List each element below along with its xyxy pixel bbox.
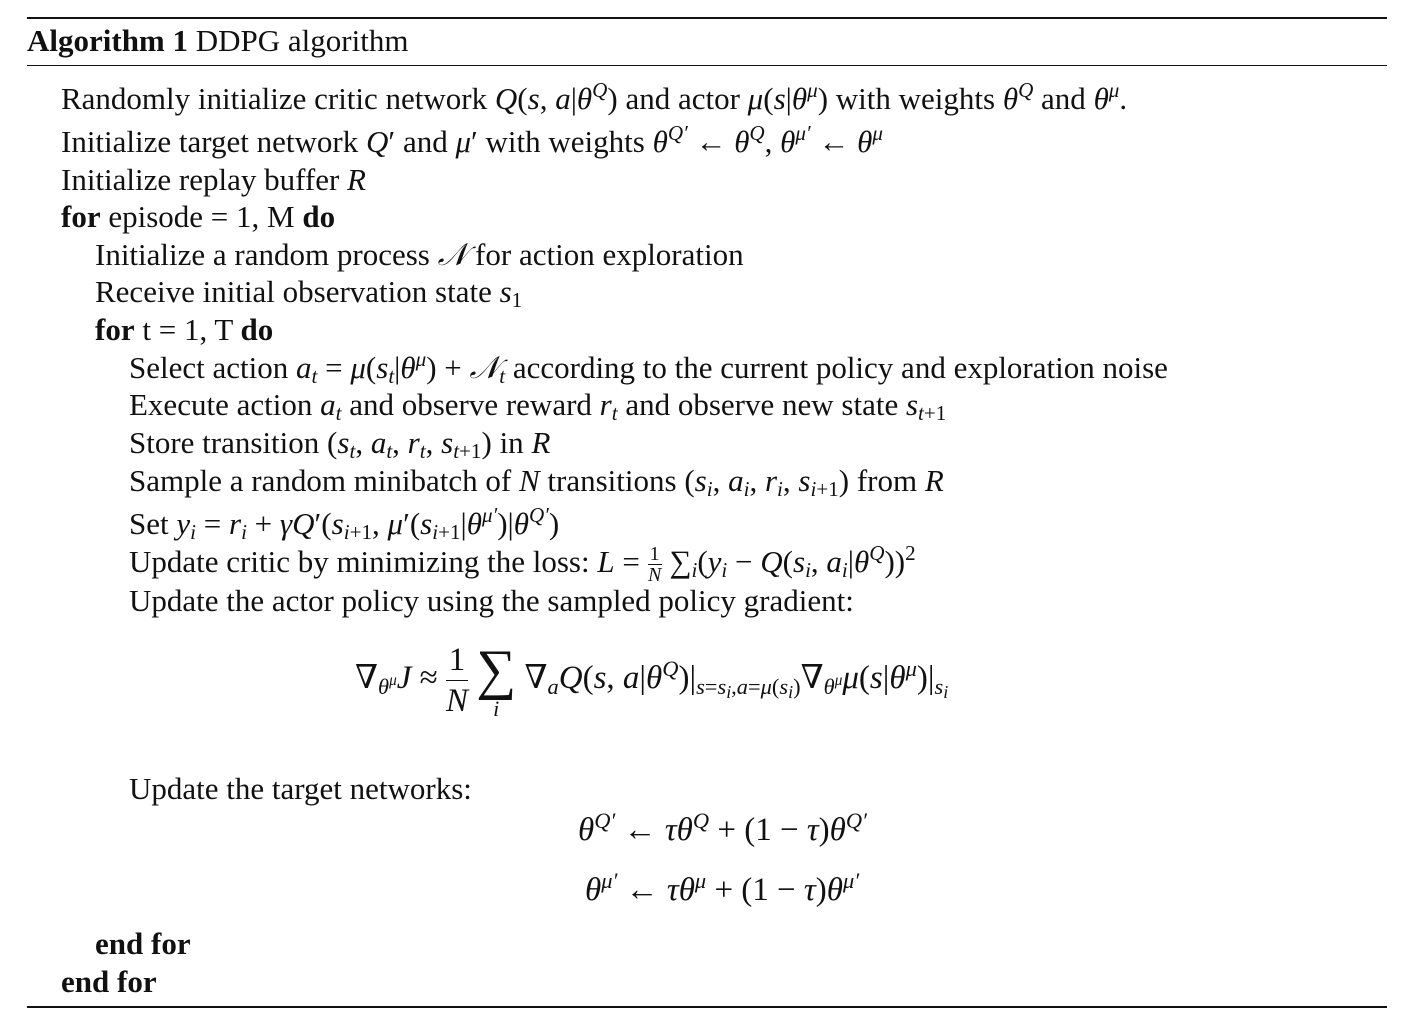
line-sample-minibatch: Sample a random minibatch of N transitions ($s_i$, $a_i$, $r_i$, $s_{i+1}$) from R — [129, 463, 944, 502]
line-execute-action: Execute action $a_t$ and observe reward $r_t$ and observe new state $s_{t+1}$ — [129, 387, 947, 426]
line-update-critic: Update critic by minimizing the loss: L = $\frac{1}{N}$ $\sum_i(y_i - Q(s_i$, $a_i|\theta^Q))^2$ — [129, 541, 916, 587]
algorithm-label: Algorithm 1 — [27, 23, 189, 58]
policy-gradient-equation: $\nabla_{\theta^\mu}J$ ≈ $\frac{1}{N}$ ∑ i $\nabla_aQ(s$, $a|\theta^Q)|_{s=s_i,a=\mu(s_i)}\nabla_{\theta^\mu}\mu(s|\theta^\mu)|_{s_i}$ — [355, 638, 949, 721]
line-init-target: Initialize target network Q′ and μ′ with weights $\theta^{Q'}$ ← $\theta^Q$, $\theta^{\mu'}$ ← $\theta^\mu$ — [61, 121, 883, 159]
line-update-target: Update the target networks: — [129, 771, 472, 806]
bottom-rule — [27, 1006, 1387, 1008]
line-receive-observation: Receive initial observation state $s_1$ — [95, 274, 523, 313]
algorithm-title: DDPG algorithm — [195, 23, 409, 58]
target-update-actor-equation: $\theta^{\mu'}$ ← $\tau\theta^\mu + (1 - \tau)\theta^{\mu'}$ — [585, 867, 860, 908]
line-init-random-process: Initialize a random process 𝒩 for action exploration — [95, 237, 744, 272]
line-end-for-outer: end for — [61, 964, 157, 999]
line-for-t: for t = 1, T do — [95, 312, 274, 347]
target-update-critic-equation: $\theta^{Q'}$ ← $\tau\theta^Q + (1 - \tau)\theta^{Q'}$ — [578, 807, 867, 848]
line-init-buffer: Initialize replay buffer R — [61, 162, 366, 197]
caption-rule — [27, 65, 1387, 66]
line-store-transition: Store transition ($s_t$, $a_t$, $r_t$, $s_{t+1}$) in R — [129, 425, 551, 464]
line-for-episode: for episode = 1, M do — [61, 199, 336, 234]
top-rule — [27, 17, 1387, 19]
line-set-target: Set $y_i = r_i + \gamma Q'(s_{i+1}$, $\mu'(s_{i+1}|\theta^{\mu'})|\theta^{Q'}$) — [129, 503, 560, 545]
line-end-for-inner: end for — [95, 926, 191, 961]
line-select-action: Select action $a_t = \mu(s_t|\theta^\mu)$ + 𝒩$_t$ according to the current policy and exploration noise — [129, 347, 1168, 389]
line-update-actor: Update the actor policy using the sampled policy gradient: — [129, 583, 854, 618]
line-init-critic: Randomly initialize critic network Q(s, $a|\theta^Q$) and actor $\mu(s|\theta^\mu)$ with weights $\theta^Q$ and $\theta^\mu$. — [61, 78, 1128, 116]
algorithm-caption — [27, 22, 408, 60]
